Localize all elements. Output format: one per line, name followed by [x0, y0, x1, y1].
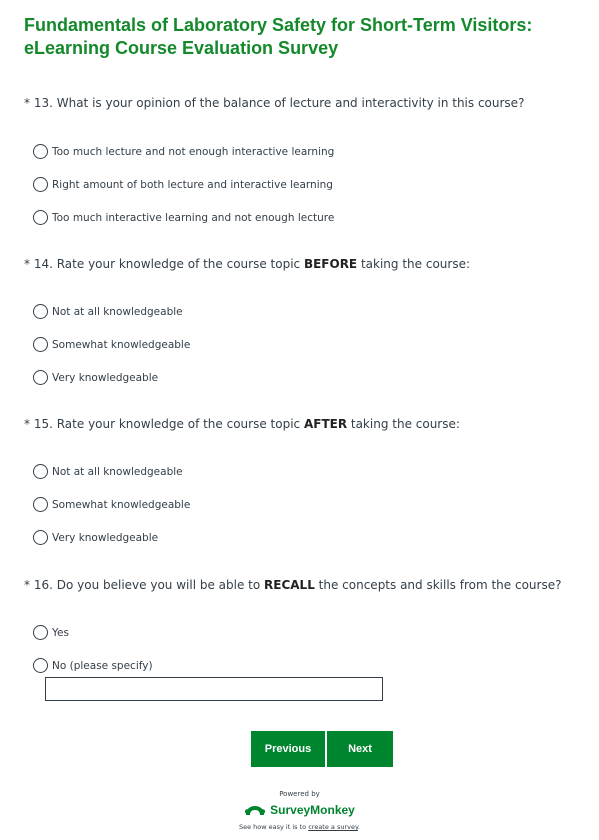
question-prompt: What is your opinion of the balance of lecture and interactivity in this course?	[56, 96, 525, 110]
question-prompt-end: taking the course:	[357, 257, 470, 271]
question-15	[24, 416, 584, 554]
next-button[interactable]: Next	[327, 731, 393, 767]
brand-name: SurveyMonkey	[270, 803, 355, 817]
question-14-text	[24, 256, 584, 272]
option-label[interactable]: Yes	[52, 626, 69, 639]
option-label[interactable]: Too much interactive learning and not enough lecture	[52, 211, 335, 224]
option-list	[24, 135, 584, 234]
question-14	[24, 256, 584, 394]
option-label[interactable]: Not at all knowledgeable	[52, 465, 183, 478]
question-number: * 15.	[24, 417, 53, 431]
question-emphasis: BEFORE	[303, 257, 358, 271]
option-list	[24, 455, 584, 554]
question-13-text	[24, 95, 584, 111]
question-number: * 16.	[24, 578, 53, 592]
brand-logo[interactable]	[0, 801, 599, 819]
previous-button[interactable]: Previous	[251, 731, 325, 767]
other-specify-input[interactable]	[45, 677, 383, 701]
option-label[interactable]: Right amount of both lecture and interactive learning	[52, 178, 333, 191]
create-survey-link[interactable]: create a survey	[308, 823, 358, 831]
radio-button[interactable]	[33, 144, 48, 159]
option-label[interactable]: Not at all knowledgeable	[52, 305, 183, 318]
question-prompt-start: Rate your knowledge of the course topic	[56, 257, 304, 271]
radio-button[interactable]	[33, 625, 48, 640]
radio-option[interactable]	[24, 616, 584, 649]
radio-button[interactable]	[33, 304, 48, 319]
radio-option[interactable]	[24, 455, 584, 488]
question-emphasis: AFTER	[303, 417, 348, 431]
radio-option[interactable]	[24, 488, 584, 521]
question-prompt-end: taking the course:	[347, 417, 460, 431]
option-label[interactable]: Very knowledgeable	[52, 371, 159, 384]
question-16	[24, 577, 584, 682]
tagline-suffix: .	[357, 823, 360, 831]
radio-option[interactable]	[24, 168, 584, 201]
option-label[interactable]: Too much lecture and not enough interactive learning	[52, 145, 335, 158]
question-prompt-end: the concepts and skills from the course?	[314, 578, 562, 592]
footer	[0, 790, 599, 831]
option-label[interactable]: No (please specify)	[52, 659, 153, 672]
radio-option[interactable]	[24, 295, 584, 328]
radio-button[interactable]	[33, 658, 48, 673]
radio-button[interactable]	[33, 497, 48, 512]
option-label[interactable]: Somewhat knowledgeable	[52, 498, 191, 511]
radio-option[interactable]	[24, 521, 584, 554]
radio-option[interactable]	[24, 135, 584, 168]
footer-tagline	[0, 823, 599, 831]
question-number: * 13.	[24, 96, 53, 110]
question-16-text	[24, 577, 584, 593]
powered-by-text: Powered by	[279, 790, 320, 798]
radio-button[interactable]	[33, 177, 48, 192]
radio-button[interactable]	[33, 210, 48, 225]
option-list	[24, 616, 584, 682]
tagline-prefix: See how easy it is to	[238, 823, 309, 831]
question-prompt-start: Rate your knowledge of the course topic	[56, 417, 304, 431]
option-list	[24, 295, 584, 394]
surveymonkey-logo-icon	[244, 803, 266, 817]
question-emphasis: RECALL	[264, 578, 315, 592]
question-13	[24, 95, 584, 234]
radio-button[interactable]	[33, 530, 48, 545]
radio-option[interactable]	[24, 201, 584, 234]
radio-option[interactable]	[24, 361, 584, 394]
option-label[interactable]: Somewhat knowledgeable	[52, 338, 191, 351]
radio-button[interactable]	[33, 464, 48, 479]
radio-button[interactable]	[33, 370, 48, 385]
question-prompt-start: Do you believe you will be able to	[56, 578, 265, 592]
radio-option[interactable]	[24, 328, 584, 361]
option-label[interactable]: Very knowledgeable	[52, 531, 159, 544]
question-15-text	[24, 416, 584, 432]
radio-button[interactable]	[33, 337, 48, 352]
question-number: * 14.	[24, 257, 53, 271]
survey-title: Fundamentals of Laboratory Safety for Short-Term Visitors: eLearning Course Evaluation Survey	[24, 15, 533, 58]
